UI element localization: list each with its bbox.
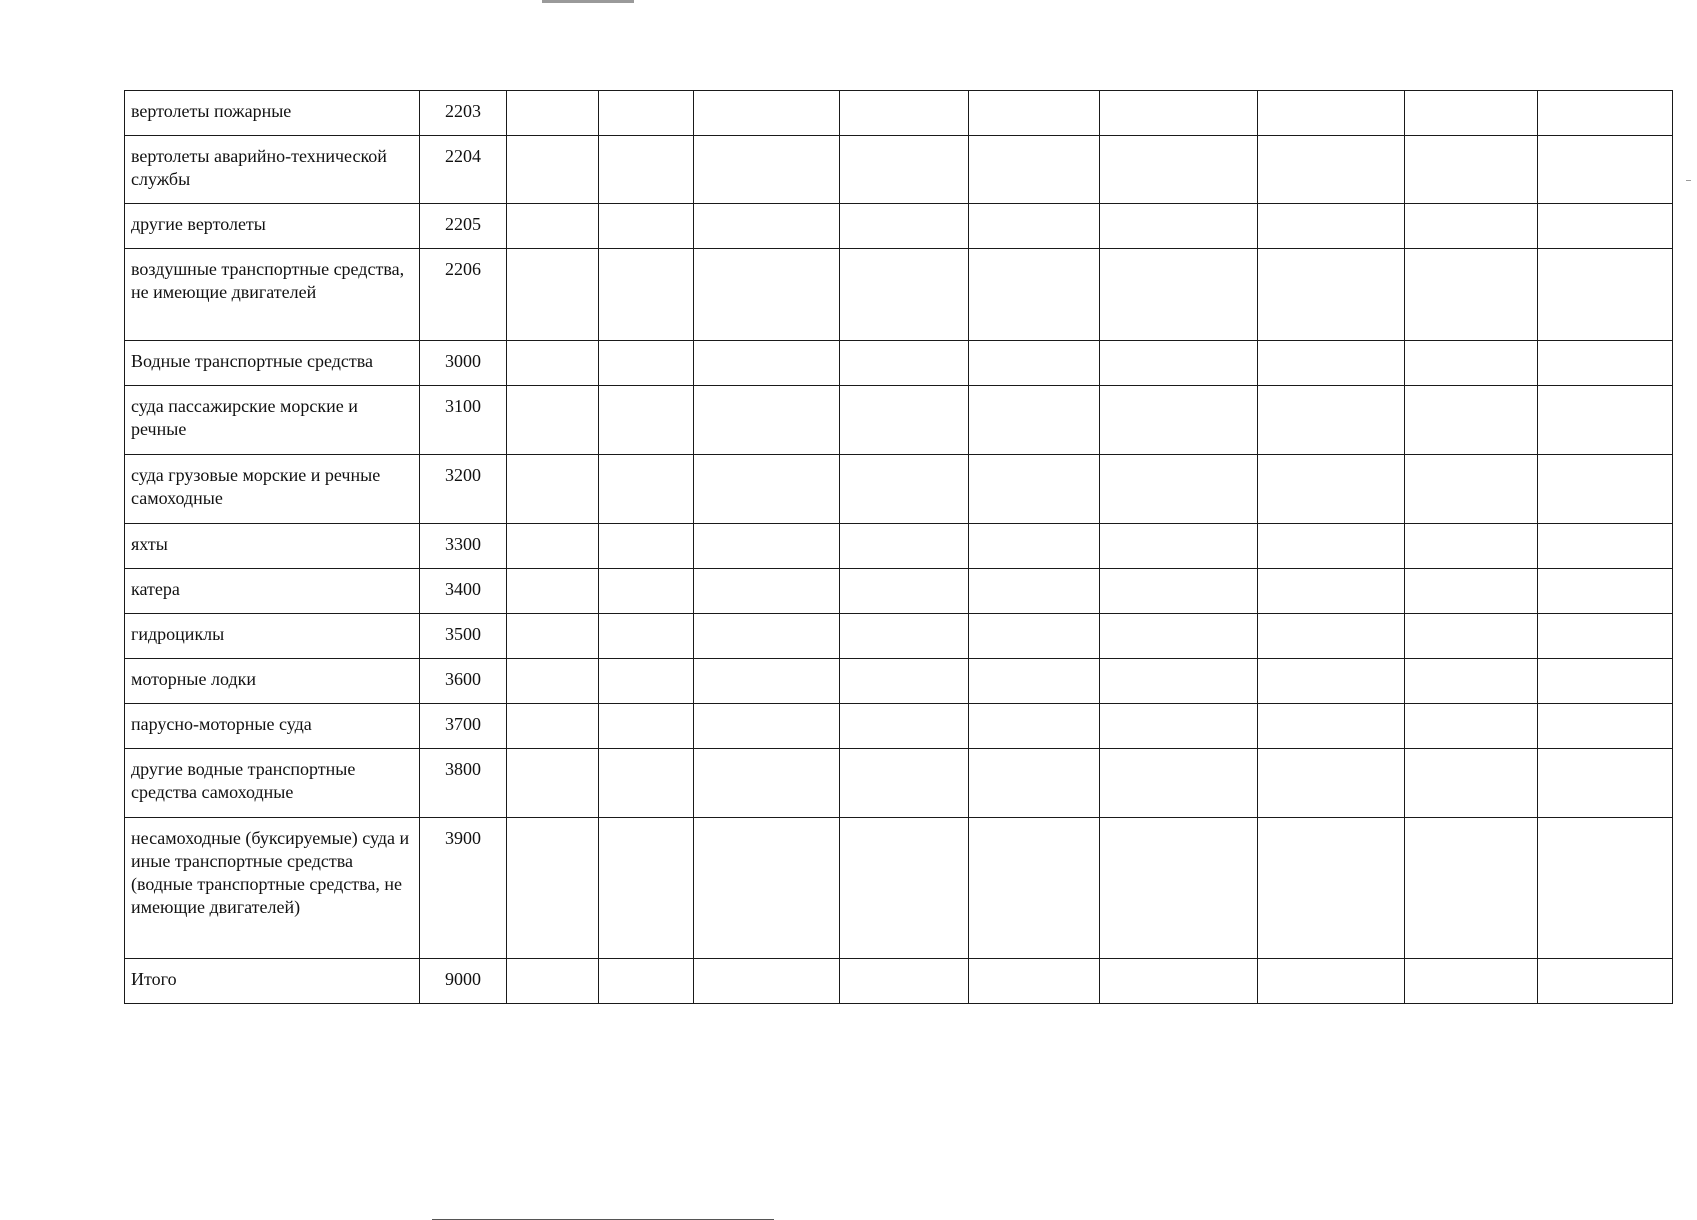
empty-data-cell [694,455,840,524]
table-row [125,569,1673,614]
empty-data-cell [969,386,1100,455]
empty-data-cell [694,524,840,569]
empty-data-cell [969,91,1100,136]
table-row [125,749,1673,818]
row-code: 3100 [420,386,507,455]
empty-data-cell [840,659,969,704]
empty-data-cell [840,569,969,614]
empty-data-cell [1258,91,1405,136]
row-label: моторные лодки [125,659,420,704]
empty-data-cell [507,249,599,341]
empty-data-cell [1538,204,1673,249]
empty-data-cell [969,341,1100,386]
row-label: Итого [125,959,420,1004]
empty-data-cell [1405,341,1538,386]
empty-data-cell [1100,614,1258,659]
empty-data-cell [1538,959,1673,1004]
empty-data-cell [969,614,1100,659]
table-row [125,659,1673,704]
table-row [125,136,1673,204]
empty-data-cell [840,749,969,818]
table-row [125,959,1673,1004]
empty-data-cell [1405,524,1538,569]
empty-data-cell [1405,569,1538,614]
empty-data-cell [1405,204,1538,249]
transport-form-table [124,90,1673,1004]
row-label: вертолеты аварийно-технической службы [125,136,420,204]
empty-data-cell [1405,91,1538,136]
row-label: суда грузовые морские и речные самоходные [125,455,420,524]
empty-data-cell [599,569,694,614]
empty-data-cell [1100,341,1258,386]
empty-data-cell [599,341,694,386]
row-label: парусно-моторные суда [125,704,420,749]
empty-data-cell [1538,386,1673,455]
empty-data-cell [1538,455,1673,524]
empty-data-cell [694,136,840,204]
empty-data-cell [969,249,1100,341]
empty-data-cell [599,524,694,569]
empty-data-cell [1538,341,1673,386]
empty-data-cell [1405,249,1538,341]
table-row [125,614,1673,659]
scan-artifact-top [542,0,634,3]
empty-data-cell [1258,569,1405,614]
table-row [125,704,1673,749]
empty-data-cell [1100,569,1258,614]
table-row [125,249,1673,341]
row-label: суда пассажирские морские и речные [125,386,420,455]
empty-data-cell [840,959,969,1004]
empty-data-cell [840,524,969,569]
empty-data-cell [507,136,599,204]
empty-data-cell [1100,455,1258,524]
empty-data-cell [969,204,1100,249]
empty-data-cell [599,249,694,341]
row-code: 2205 [420,204,507,249]
empty-data-cell [507,524,599,569]
table-body [125,91,1673,1004]
empty-data-cell [1258,614,1405,659]
empty-data-cell [694,659,840,704]
empty-data-cell [694,704,840,749]
empty-data-cell [1100,136,1258,204]
empty-data-cell [694,749,840,818]
empty-data-cell [1538,249,1673,341]
empty-data-cell [1258,386,1405,455]
empty-data-cell [840,341,969,386]
empty-data-cell [507,659,599,704]
empty-data-cell [694,614,840,659]
empty-data-cell [969,524,1100,569]
row-code: 3700 [420,704,507,749]
empty-data-cell [1405,659,1538,704]
empty-data-cell [969,818,1100,959]
empty-data-cell [1258,341,1405,386]
scan-artifact-side [1686,180,1691,181]
empty-data-cell [507,818,599,959]
empty-data-cell [1100,524,1258,569]
empty-data-cell [840,136,969,204]
empty-data-cell [507,386,599,455]
row-label: несамоходные (буксируемые) суда и иные транспортные средства (водные транспортные средства, не имеющие двигателей) [125,818,420,959]
row-code: 3200 [420,455,507,524]
empty-data-cell [694,249,840,341]
empty-data-cell [1538,569,1673,614]
empty-data-cell [1405,818,1538,959]
empty-data-cell [694,204,840,249]
empty-data-cell [1100,91,1258,136]
empty-data-cell [694,569,840,614]
empty-data-cell [840,249,969,341]
empty-data-cell [1100,749,1258,818]
empty-data-cell [969,959,1100,1004]
empty-data-cell [969,659,1100,704]
empty-data-cell [969,455,1100,524]
table-row [125,341,1673,386]
empty-data-cell [599,749,694,818]
empty-data-cell [1405,959,1538,1004]
empty-data-cell [507,569,599,614]
row-code: 2203 [420,91,507,136]
row-label: катера [125,569,420,614]
empty-data-cell [1258,704,1405,749]
empty-data-cell [694,818,840,959]
empty-data-cell [599,204,694,249]
empty-data-cell [599,959,694,1004]
empty-data-cell [969,569,1100,614]
empty-data-cell [1405,455,1538,524]
row-code: 3900 [420,818,507,959]
row-label: вертолеты пожарные [125,91,420,136]
empty-data-cell [694,341,840,386]
empty-data-cell [1100,659,1258,704]
row-label: другие водные транспортные средства самоходные [125,749,420,818]
row-code: 2206 [420,249,507,341]
empty-data-cell [1258,659,1405,704]
empty-data-cell [1405,704,1538,749]
empty-data-cell [1100,386,1258,455]
empty-data-cell [599,659,694,704]
table-row [125,204,1673,249]
empty-data-cell [694,386,840,455]
empty-data-cell [1538,136,1673,204]
empty-data-cell [599,818,694,959]
empty-data-cell [1405,136,1538,204]
row-code: 3800 [420,749,507,818]
row-code: 3000 [420,341,507,386]
empty-data-cell [1538,749,1673,818]
empty-data-cell [507,704,599,749]
empty-data-cell [969,749,1100,818]
empty-data-cell [1405,749,1538,818]
row-label: Водные транспортные средства [125,341,420,386]
table-row [125,91,1673,136]
empty-data-cell [694,959,840,1004]
empty-data-cell [840,91,969,136]
empty-data-cell [1258,204,1405,249]
table-row [125,524,1673,569]
table-row [125,386,1673,455]
empty-data-cell [840,704,969,749]
empty-data-cell [507,91,599,136]
empty-data-cell [969,136,1100,204]
row-code: 3300 [420,524,507,569]
empty-data-cell [1258,249,1405,341]
empty-data-cell [840,818,969,959]
empty-data-cell [599,455,694,524]
empty-data-cell [840,614,969,659]
empty-data-cell [1100,249,1258,341]
empty-data-cell [1258,524,1405,569]
row-label: воздушные транспортные средства, не имеющие двигателей [125,249,420,341]
table-row [125,455,1673,524]
empty-data-cell [599,136,694,204]
empty-data-cell [1100,704,1258,749]
row-label: гидроциклы [125,614,420,659]
empty-data-cell [507,749,599,818]
empty-data-cell [507,341,599,386]
empty-data-cell [1538,659,1673,704]
empty-data-cell [1538,704,1673,749]
empty-data-cell [599,91,694,136]
empty-data-cell [969,704,1100,749]
row-code: 9000 [420,959,507,1004]
empty-data-cell [840,204,969,249]
empty-data-cell [1538,524,1673,569]
row-code: 2204 [420,136,507,204]
empty-data-cell [599,386,694,455]
empty-data-cell [507,959,599,1004]
row-code: 3400 [420,569,507,614]
empty-data-cell [1258,959,1405,1004]
empty-data-cell [840,455,969,524]
empty-data-cell [1100,818,1258,959]
empty-data-cell [1538,91,1673,136]
empty-data-cell [1100,204,1258,249]
empty-data-cell [840,386,969,455]
empty-data-cell [1258,136,1405,204]
row-label: яхты [125,524,420,569]
empty-data-cell [1258,818,1405,959]
empty-data-cell [694,91,840,136]
empty-data-cell [1538,614,1673,659]
row-code: 3600 [420,659,507,704]
empty-data-cell [1258,455,1405,524]
table-row [125,818,1673,959]
empty-data-cell [1538,818,1673,959]
empty-data-cell [507,614,599,659]
row-code: 3500 [420,614,507,659]
empty-data-cell [1100,959,1258,1004]
empty-data-cell [1405,386,1538,455]
empty-data-cell [507,455,599,524]
empty-data-cell [507,204,599,249]
empty-data-cell [599,614,694,659]
row-label: другие вертолеты [125,204,420,249]
empty-data-cell [599,704,694,749]
empty-data-cell [1258,749,1405,818]
empty-data-cell [1405,614,1538,659]
